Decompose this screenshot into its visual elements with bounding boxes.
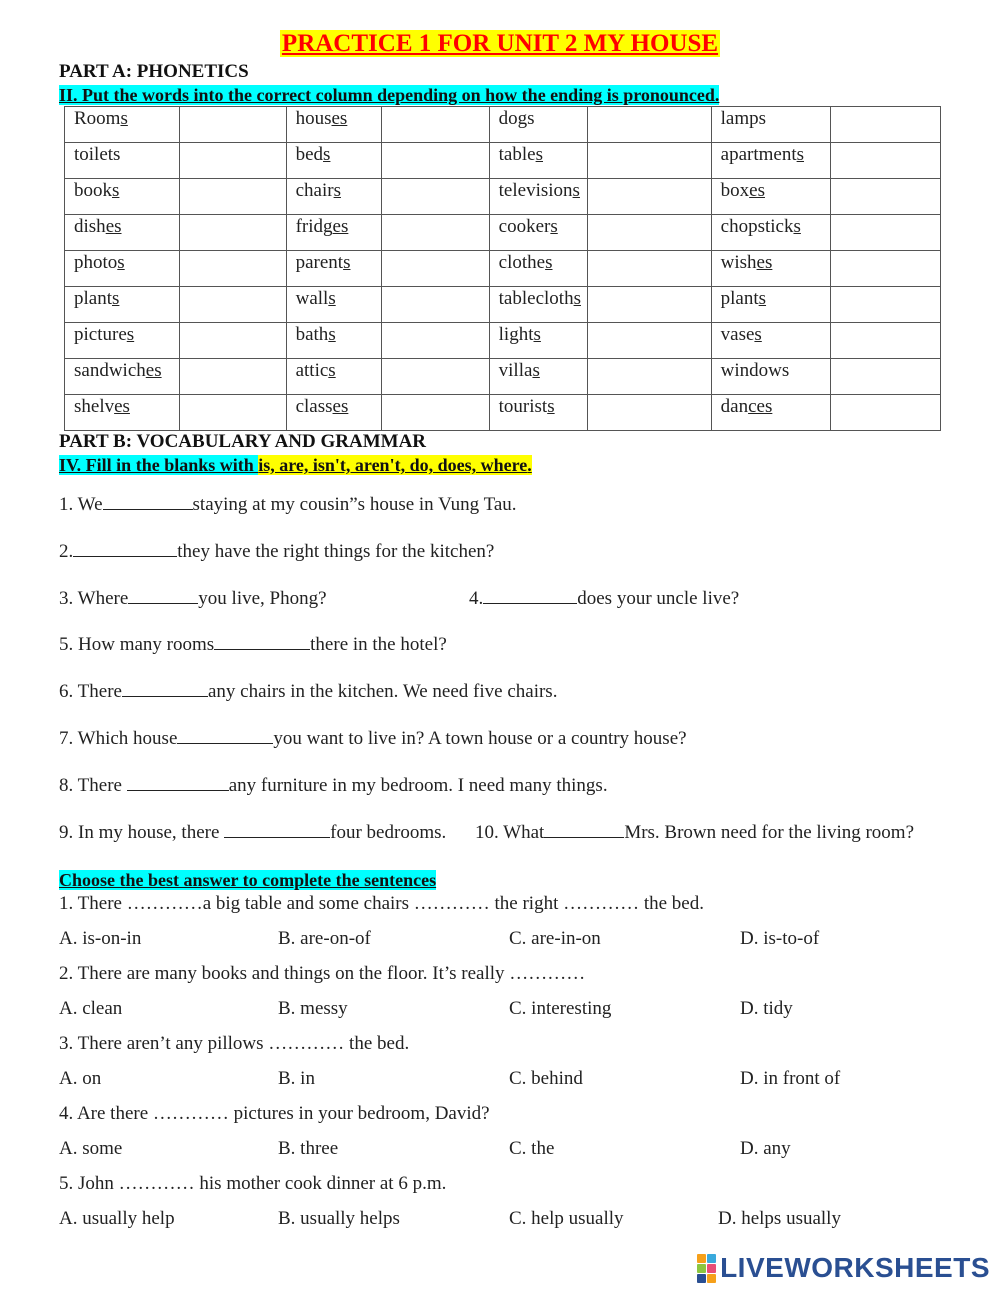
choice-option[interactable]: A. some	[59, 1138, 123, 1159]
fill-q7-start: 7. Which house	[59, 728, 178, 749]
choice-option[interactable]: B. messy	[278, 998, 348, 1019]
part-a-instruction	[59, 85, 719, 106]
choice-question-4: 4. Are there ………… pictures in your bedroom, David?	[59, 1103, 490, 1124]
answer-cell[interactable]	[588, 395, 712, 431]
word-cell	[286, 107, 382, 143]
word-stem: sandwich	[74, 360, 146, 381]
word-stem: hous	[295, 108, 332, 129]
word-ending: es	[756, 252, 773, 273]
answer-cell[interactable]	[382, 251, 489, 287]
fill-q6-end: any chairs in the kitchen. We need five chairs.	[207, 681, 558, 702]
fill-question-8	[59, 775, 608, 797]
answer-cell[interactable]	[180, 107, 287, 143]
table-row	[65, 323, 941, 359]
fill-q5-blank[interactable]	[214, 635, 310, 650]
choice-question-3: 3. There aren’t any pillows ………… the bed.	[59, 1033, 410, 1054]
part-b-heading: PART B: VOCABULARY AND GRAMMAR	[59, 431, 427, 452]
answer-cell[interactable]	[830, 251, 940, 287]
word-ending: s	[550, 216, 558, 237]
word-stem: fridg	[295, 216, 333, 237]
word-stem: book	[74, 180, 112, 201]
word-stem: cooker	[498, 216, 551, 237]
fill-q3-end: you live, Phong?	[198, 588, 327, 609]
word-cell	[65, 287, 180, 323]
word-stem: dish	[74, 216, 106, 237]
word-ending: s	[117, 252, 125, 273]
fill-q10-end: Mrs. Brown need for the living room?	[624, 822, 915, 843]
word-stem: Room	[74, 108, 121, 129]
fill-q3-blank[interactable]	[128, 589, 198, 604]
answer-cell[interactable]	[830, 323, 940, 359]
word-ending: s	[112, 180, 120, 201]
answer-cell[interactable]	[180, 323, 287, 359]
word-ending: s	[796, 144, 805, 165]
fill-q9-end: four bedrooms.	[330, 822, 447, 843]
choice-option[interactable]: C. behind	[509, 1068, 583, 1089]
word-ending: s	[793, 216, 801, 237]
liveworksheets-logo	[697, 1252, 990, 1284]
table-row	[65, 143, 941, 179]
answer-cell[interactable]	[382, 323, 489, 359]
fill-question-10	[475, 822, 914, 844]
answer-cell[interactable]	[382, 359, 489, 395]
fill-q10-blank[interactable]	[544, 823, 624, 838]
answer-cell[interactable]	[830, 107, 940, 143]
fill-question-1	[59, 494, 517, 516]
logo-tile	[697, 1264, 706, 1273]
word-ending: s	[758, 288, 767, 309]
fill-q4-start: 4.	[469, 588, 484, 609]
table-row	[65, 215, 941, 251]
word-cell	[489, 359, 587, 395]
answer-cell[interactable]	[382, 143, 489, 179]
answer-cell[interactable]	[830, 395, 940, 431]
fill-question-6	[59, 681, 557, 703]
word-stem: tourist	[498, 396, 548, 417]
choice-option[interactable]: C. are-in-on	[509, 928, 601, 949]
word-cell	[286, 179, 382, 215]
choice-option[interactable]: D. any	[740, 1138, 791, 1159]
word-cell	[65, 323, 180, 359]
choice-question-1: 1. There …………a big table and some chairs ………… the right ………… the bed.	[59, 893, 704, 914]
answer-cell[interactable]	[180, 287, 287, 323]
word-ending: s	[532, 360, 540, 381]
answer-cell[interactable]	[830, 287, 940, 323]
table-row	[65, 251, 941, 287]
word-stem: vase	[720, 324, 755, 345]
choice-option[interactable]: A. on	[59, 1068, 102, 1089]
fill-question-5	[59, 634, 447, 656]
word-ending: s	[535, 144, 543, 165]
word-cell	[711, 395, 830, 431]
choice-option[interactable]: B. usually helps	[278, 1208, 400, 1229]
word-stem: wall	[295, 288, 329, 309]
answer-cell[interactable]	[588, 143, 712, 179]
word-ending: s	[328, 324, 336, 345]
choice-question-5: 5. John ………… his mother cook dinner at 6 p.m.	[59, 1173, 447, 1194]
word-stem: villa	[498, 360, 533, 381]
fill-q9-blank[interactable]	[224, 823, 330, 838]
logo-tile	[697, 1274, 706, 1283]
word-stem: picture	[74, 324, 127, 345]
logo-tile	[707, 1254, 716, 1263]
answer-cell[interactable]	[180, 395, 287, 431]
fill-question-7	[59, 728, 687, 750]
answer-cell[interactable]	[588, 215, 712, 251]
word-cell	[286, 359, 382, 395]
word-cell	[489, 287, 587, 323]
logo-text: LIVEWORKSHEETS	[720, 1252, 990, 1283]
fill-q9-start: 9. In my house, there	[59, 822, 225, 843]
word-cell	[65, 251, 180, 287]
fill-q8-blank[interactable]	[127, 776, 229, 791]
table-row	[65, 359, 941, 395]
choice-option[interactable]: D. helps usually	[718, 1208, 841, 1229]
logo-tile	[707, 1264, 716, 1273]
choice-option[interactable]: C. interesting	[509, 998, 612, 1019]
word-stem: lamps	[720, 108, 767, 129]
fill-q6-start: 6. There	[59, 681, 122, 702]
part-a-instruction-text: II. Put the words into the correct column depending on how the ending is pronounced.	[59, 85, 720, 105]
fill-q7-blank[interactable]	[177, 729, 273, 744]
word-cell	[286, 323, 382, 359]
fill-q8-end: any furniture in my bedroom. I need many things.	[228, 775, 608, 796]
word-ending: s	[572, 180, 580, 201]
answer-cell[interactable]	[588, 359, 712, 395]
choice-option[interactable]: B. are-on-of	[278, 928, 371, 949]
word-stem: television	[498, 180, 573, 201]
fill-q3-start: 3. Where	[59, 588, 129, 609]
word-cell	[286, 215, 382, 251]
word-stem: tablecloth	[498, 288, 574, 309]
title-text: PRACTICE 1 FOR UNIT 2 MY HOUSE	[281, 30, 719, 57]
part-a-heading: PART A: PHONETICS	[59, 61, 249, 82]
word-cell	[711, 251, 830, 287]
word-stem: dan	[720, 396, 749, 417]
logo-tile	[697, 1254, 706, 1263]
word-ending: s	[573, 288, 581, 309]
word-ending: s	[333, 180, 341, 201]
word-ending: s	[547, 396, 555, 417]
word-cell	[286, 395, 382, 431]
part-b-instruction	[59, 455, 532, 476]
word-ending: s	[533, 324, 541, 345]
word-stem: box	[720, 180, 750, 201]
fill-q1-start: 1. We	[59, 494, 103, 515]
word-ending: s	[120, 108, 128, 129]
word-ending: es	[749, 180, 765, 201]
word-ending: s	[112, 288, 120, 309]
fill-q10-start: 10. What	[475, 822, 545, 843]
fill-q6-blank[interactable]	[122, 682, 208, 697]
table-row	[65, 179, 941, 215]
fill-question-2	[59, 541, 494, 563]
word-ending: es	[145, 360, 162, 381]
word-ending: ces	[748, 396, 773, 417]
answer-cell[interactable]	[830, 359, 940, 395]
word-cell	[65, 107, 180, 143]
word-stem: wish	[720, 252, 757, 273]
answer-cell[interactable]	[180, 251, 287, 287]
answer-cell[interactable]	[180, 359, 287, 395]
word-cell	[489, 179, 587, 215]
answer-cell[interactable]	[588, 287, 712, 323]
fill-q1-blank[interactable]	[103, 495, 193, 510]
part-b-instruction-end: .	[527, 455, 532, 475]
word-ending: es	[114, 396, 130, 417]
answer-cell[interactable]	[588, 323, 712, 359]
fill-q2-end: they have the right things for the kitchen?	[177, 541, 495, 562]
table-row	[65, 107, 941, 143]
word-cell	[489, 143, 587, 179]
word-ending: es	[332, 216, 349, 237]
answer-cell[interactable]	[180, 179, 287, 215]
fill-q2-start: 2.	[59, 541, 74, 562]
fill-q4-blank[interactable]	[483, 589, 577, 604]
answer-cell[interactable]	[382, 395, 489, 431]
word-stem: chair	[295, 180, 334, 201]
word-stem: clothe	[498, 252, 546, 273]
part-b-instruction-words: is, are, isn't, aren't, do, does, where	[258, 455, 528, 475]
choice-question-2: 2. There are many books and things on the floor. It’s really …………	[59, 963, 586, 984]
word-ending: s	[328, 360, 336, 381]
word-stem: light	[498, 324, 534, 345]
word-cell	[711, 179, 830, 215]
fill-q7-end: you want to live in? A town house or a country house?	[273, 728, 687, 749]
word-cell	[711, 143, 830, 179]
word-stem: plant	[720, 288, 759, 309]
answer-cell[interactable]	[180, 143, 287, 179]
answer-cell[interactable]	[588, 107, 712, 143]
word-ending: s	[343, 252, 351, 273]
choice-option[interactable]: C. help usually	[509, 1208, 624, 1229]
word-cell	[711, 287, 830, 323]
choose-heading	[59, 870, 436, 891]
word-cell	[286, 143, 382, 179]
logo-tile	[707, 1274, 716, 1283]
word-stem: bath	[295, 324, 329, 345]
word-ending: s	[754, 324, 762, 345]
fill-question-3	[59, 588, 327, 610]
fill-q5-end: there in the hotel?	[310, 634, 447, 655]
fill-question-9	[59, 822, 446, 844]
word-ending: es	[332, 396, 349, 417]
word-stem: attic	[295, 360, 329, 381]
word-cell	[711, 107, 830, 143]
choice-option[interactable]: A. usually help	[59, 1208, 175, 1229]
word-ending: s	[328, 288, 336, 309]
word-stem: apartment	[720, 144, 797, 165]
word-ending: es	[331, 108, 348, 129]
word-stem: parent	[295, 252, 344, 273]
word-stem: plant	[74, 288, 112, 309]
word-ending: s	[545, 252, 553, 273]
word-cell	[286, 287, 382, 323]
table-row	[65, 287, 941, 323]
word-cell	[65, 395, 180, 431]
word-stem: shelv	[74, 396, 115, 417]
word-stem: class	[295, 396, 333, 417]
answer-cell[interactable]	[830, 143, 940, 179]
answer-cell[interactable]	[382, 179, 489, 215]
word-cell	[489, 215, 587, 251]
choice-option[interactable]: A. clean	[59, 998, 123, 1019]
word-stem: windows	[720, 360, 790, 381]
fill-q1-end: staying at my cousin”s house in Vung Tau.	[192, 494, 517, 515]
choice-option[interactable]: A. is-on-in	[59, 928, 142, 949]
word-cell	[711, 359, 830, 395]
fill-q4-end: does your uncle live?	[577, 588, 740, 609]
logo-icon	[697, 1254, 716, 1283]
word-cell	[489, 107, 587, 143]
answer-cell[interactable]	[382, 107, 489, 143]
choice-option[interactable]: B. in	[278, 1068, 315, 1089]
word-cell	[489, 323, 587, 359]
word-ending: s	[126, 324, 135, 345]
choice-option[interactable]: C. the	[509, 1138, 555, 1159]
word-ending: s	[323, 144, 331, 165]
word-cell	[711, 323, 830, 359]
fill-q2-blank[interactable]	[73, 542, 177, 557]
word-ending: es	[105, 216, 122, 237]
table-row	[65, 395, 941, 431]
answer-cell[interactable]	[382, 287, 489, 323]
word-cell	[65, 359, 180, 395]
answer-cell[interactable]	[830, 215, 940, 251]
word-cell	[489, 395, 587, 431]
choice-option[interactable]: D. is-to-of	[740, 928, 820, 949]
word-cell	[65, 215, 180, 251]
choice-option[interactable]: D. tidy	[740, 998, 793, 1019]
word-stem: dogs	[498, 108, 535, 129]
word-cell	[286, 251, 382, 287]
word-stem: bed	[295, 144, 324, 165]
word-cell	[711, 215, 830, 251]
answer-cell[interactable]	[180, 215, 287, 251]
worksheet-title	[0, 30, 1000, 58]
word-stem: photo	[74, 252, 118, 273]
choose-heading-text: Choose the best answer to complete the sentences	[59, 870, 437, 890]
choice-option[interactable]: B. three	[278, 1138, 339, 1159]
answer-cell[interactable]	[588, 251, 712, 287]
answer-cell[interactable]	[588, 179, 712, 215]
fill-q8-start: 8. There	[59, 775, 127, 796]
phonetics-table	[64, 106, 941, 431]
word-stem: table	[498, 144, 536, 165]
choice-option[interactable]: D. in front of	[740, 1068, 841, 1089]
word-cell	[489, 251, 587, 287]
answer-cell[interactable]	[382, 215, 489, 251]
word-cell	[65, 179, 180, 215]
word-stem: toilets	[74, 144, 121, 165]
part-b-instruction-start: IV. Fill in the blanks with	[59, 455, 259, 475]
word-cell	[65, 143, 180, 179]
answer-cell[interactable]	[830, 179, 940, 215]
fill-question-4	[469, 588, 739, 610]
word-stem: chopstick	[720, 216, 794, 237]
fill-q5-start: 5. How many rooms	[59, 634, 215, 655]
